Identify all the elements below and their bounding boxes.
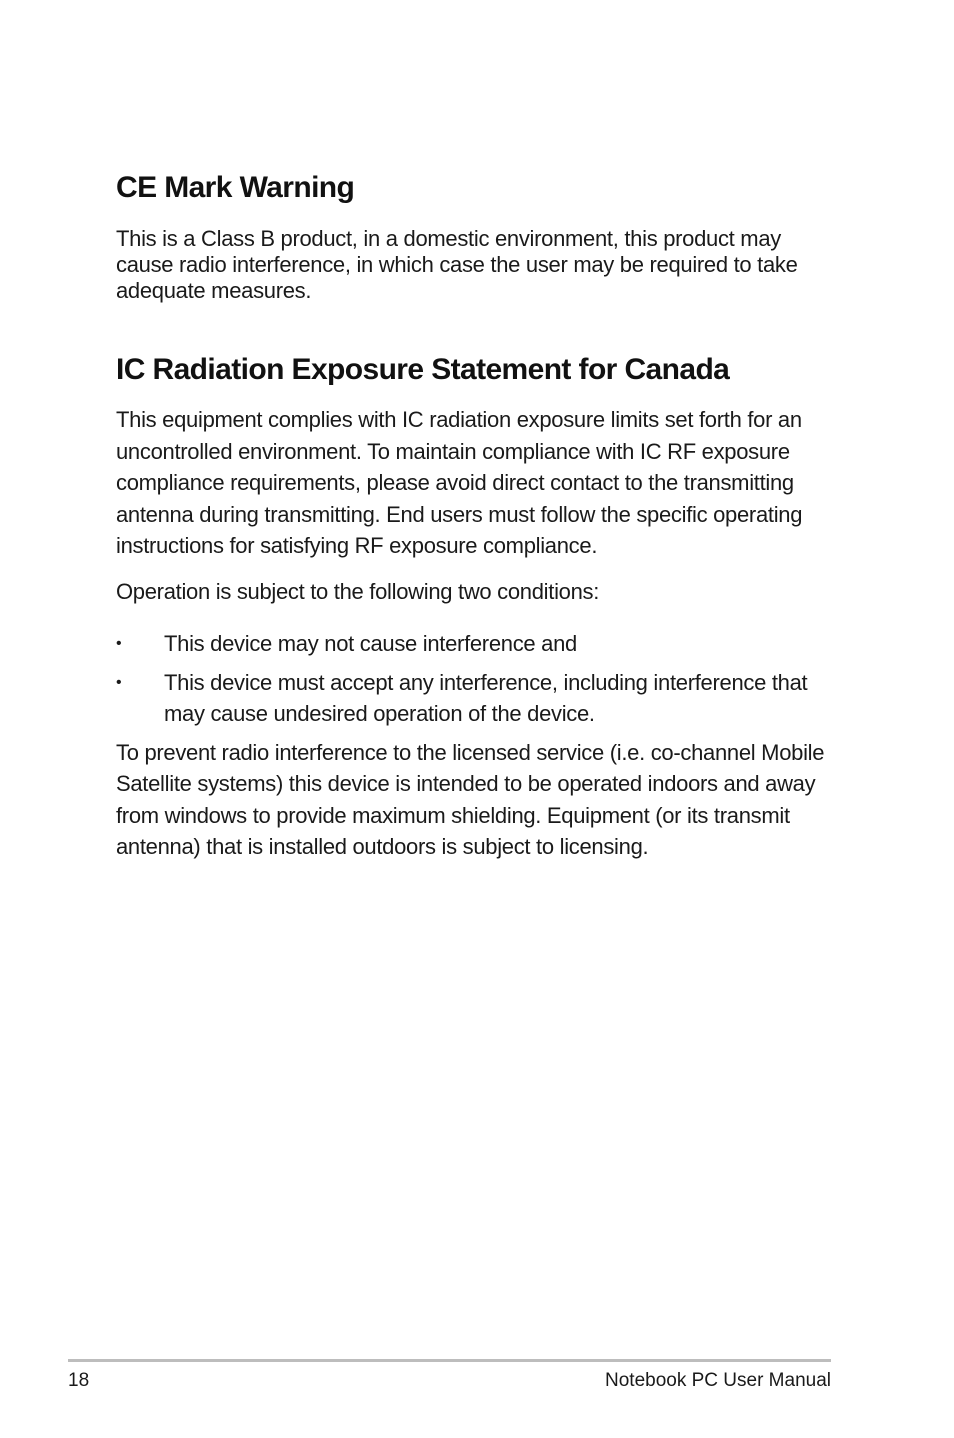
list-item <box>116 667 832 730</box>
ic-paragraph-2: Operation is subject to the following two conditions: <box>116 578 600 604</box>
list-item <box>116 628 832 660</box>
conditions-list <box>116 628 832 730</box>
ic-paragraph-1: This equipment complies with IC radiation exposure limits set forth for an uncontrolled environment. To maintain compliance with IC RF exposure compliance requirements, please avoid direct contact to the transmitting antenna during transmitting. End users must follow the specific operating instructions for satisfying RF exposure compliance. <box>116 407 803 558</box>
ce-mark-paragraph: This is a Class B product, in a domestic environment, this product may cause radio interference, in which case the user may be required to take adequate measures. <box>116 226 798 303</box>
list-item-text: This device may not cause interference and <box>164 631 577 656</box>
ce-mark-heading: CE Mark Warning <box>116 171 355 204</box>
page-number: 18 <box>68 1370 90 1391</box>
ic-paragraph-3: To prevent radio interference to the licensed service (i.e. co-channel Mobile Satellite systems) this device is intended to be operated indoors and away from windows to provide maximum shielding. Equipment (or its transmit antenna) that is installed outdoors is subject to licensing. <box>116 739 825 859</box>
document-body <box>116 168 832 863</box>
bullet-icon: • <box>116 673 122 691</box>
manual-title: Notebook PC User Manual <box>605 1370 831 1391</box>
list-item-text: This device must accept any interference, including interference that may cause undesired operation of the device. <box>164 669 808 726</box>
ic-statement-heading: IC Radiation Exposure Statement for Canada <box>116 353 730 386</box>
footer-divider <box>68 1359 831 1362</box>
bullet-icon: • <box>116 635 122 652</box>
